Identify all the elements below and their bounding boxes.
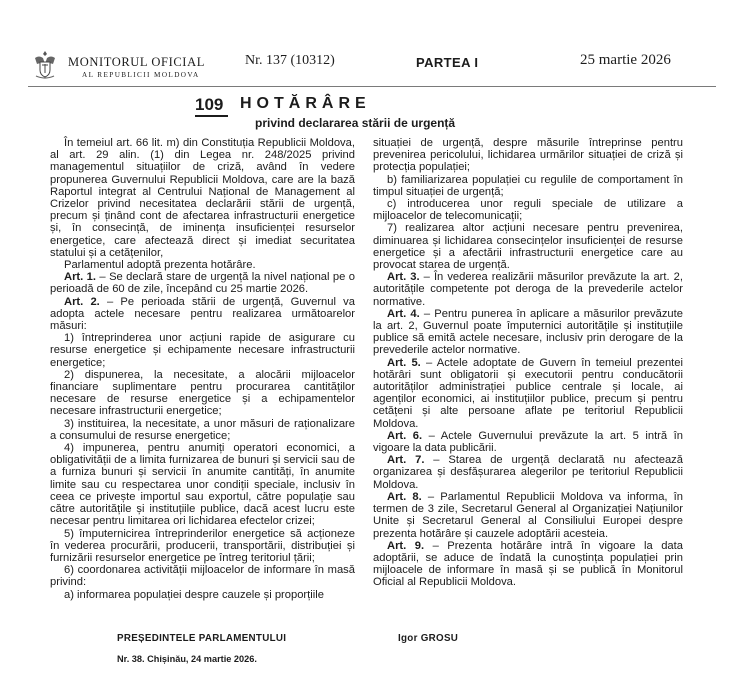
paragraph xyxy=(373,174,683,198)
signatory-name: Igor GROSU xyxy=(398,633,459,644)
paragraph-text: – Parlamentul Republicii Moldova va informa, în termen de 3 zile, Secretarul General al Organizației Națiunilor Unite și Secretarul General al Consiliului Europei despre prezenta hotărâre și cauzele adoptării acesteia. xyxy=(373,490,683,540)
paragraph-text: – Actele Guvernului prevăzute la art. 5 intră în vigoare la data publicării. xyxy=(373,429,683,455)
paragraph-text: – În vederea realizării măsurilor prevăzute la art. 2, autoritățile competente pot deroga de la prevederile actelor normative. xyxy=(373,271,683,308)
publication-subtitle: AL REPUBLICII MOLDOVA xyxy=(82,71,200,79)
paragraph-text: 7) realizarea altor acțiuni necesare pentru prevenirea, diminuarea și lichidarea consecințelor insuficienței de resurse energetice și a afectării infrastructurii energetice care au provocat starea de urgență. xyxy=(373,222,683,272)
paragraph-text: a) informarea populației despre cauzele și proporțiile xyxy=(64,588,324,601)
act-number: 109 xyxy=(195,95,224,114)
paragraph-text: 1) întreprinderea unor acțiuni rapide de asigurare cu resurse energetice și echipamente necesare infrastructurii energetice; xyxy=(50,332,355,369)
paragraph xyxy=(50,369,355,418)
paragraph xyxy=(50,332,355,369)
article-number: Art. 6. xyxy=(387,429,423,442)
paragraph xyxy=(373,271,683,308)
paragraph xyxy=(50,296,355,333)
paragraph-text: 4) impunerea, pentru anumiți operatori economici, a obligativității de a limita furnizarea de bunuri și servicii sau de a furniza bunuri și servicii în anumite cantități, în anumite limite sau cu respectarea unor condiții speciale, inclusiv în ceea ce privește importul sau exportul, către populație sau către autoritățile și instituțiile publice, dacă acest lucru este necesar pentru limitarea ori lichidarea efectelor crizei; xyxy=(50,442,355,528)
act-heading xyxy=(0,95,740,135)
place-and-date: Nr. 38. Chișinău, 24 martie 2026. xyxy=(117,654,257,664)
paragraph-text: – Prezenta hotărâre intră în vigoare la data adoptării, se aduce de îndată la cunoștința populației prin mijloacele de informare în masă și se publică în Monitorul Oficial al Republicii Moldova. xyxy=(373,539,683,589)
text-column-right xyxy=(373,137,683,589)
article-number: Art. 7. xyxy=(387,454,425,467)
paragraph xyxy=(50,589,355,601)
signatory-title: PREȘEDINTELE PARLAMENTULUI xyxy=(117,633,287,644)
act-number-underline xyxy=(195,115,228,117)
coat-of-arms-icon xyxy=(33,50,57,80)
paragraph xyxy=(373,491,683,540)
paragraph-text: 3) instituirea, la necesitate, a unor măsuri de raționalizare a consumului de resurse energetice; xyxy=(50,417,355,442)
paragraph-text: – Pe perioada stării de urgență, Guvernul va adopta actele necesare pentru realizarea următoarelor măsuri: xyxy=(50,295,355,333)
paragraph xyxy=(373,222,683,271)
paragraph xyxy=(373,540,683,589)
paragraph-text: situației de urgență, despre măsurile întreprinse pentru prevenirea pericolului, lichidarea urmărilor situației de criză și protecția populației; xyxy=(373,137,683,174)
paragraph xyxy=(50,442,355,527)
act-title: privind declararea stării de urgență xyxy=(255,116,456,130)
text-column-left xyxy=(50,137,355,601)
article-number: Art. 4. xyxy=(387,307,420,320)
paragraph xyxy=(373,137,683,174)
paragraph-text: – Starea de urgență declarată nu afectează organizarea și desfășurarea alegerilor pe teritoriul Republicii Moldova. xyxy=(373,454,683,491)
paragraph xyxy=(50,418,355,442)
paragraph xyxy=(50,564,355,588)
paragraph-text: – Pentru punerea în aplicare a măsurilor prevăzute la art. 2, Guvernul poate împuternici autoritățile și instituțiile publice să emită actele necesare, inclusiv prin derogare de la prevederile actelor normative. xyxy=(373,307,683,357)
paragraph-text: 5) împuternicirea întreprinderilor energetice să acționeze în vederea procurării, producerii, transportării, distribuției și furnizării resurselor energetice pe întreg teritoriul țării; xyxy=(50,527,355,564)
publication-title: MONITORUL OFICIAL xyxy=(68,55,205,69)
article-number: Art. 3. xyxy=(387,271,420,284)
paragraph-text: În temeiul art. 66 lit. m) din Constituția Republicii Moldova, al art. 29 alin. (1) din Legea nr. 248/2025 privind managementul situațiilor de criză, având în vedere propunerea Guvernului Republicii Moldova, care are la bază Raportul integrat al Centrului Național de Management al Crizelor privind necesitatea declarării stării de urgență, precum și ținând cont de afectarea infrastructurii energetice și, în consecință, de iminența insuficienței resurselor energetice, care afectează direct și imediat securitatea statului și a cetățenilor, xyxy=(50,137,355,259)
paragraph-text: 2) dispunerea, la necesitate, a alocării mijloacelor financiare suplimentare pentru procurarea cantităților necesare de resurse energetice și a echipamentelor necesare infrastructurii energetice; xyxy=(50,368,355,418)
paragraph-text: b) familiarizarea populației cu regulile de comportament în timpul situației de urgență; xyxy=(373,173,683,198)
part-label: PARTEA I xyxy=(416,55,479,70)
header-divider xyxy=(28,86,716,87)
paragraph xyxy=(373,308,683,357)
paragraph-text: c) introducerea unor reguli speciale de utilizare a mijloacelor de telecomunicații; xyxy=(373,198,683,223)
article-number: Art. 1. xyxy=(64,271,97,284)
paragraph xyxy=(50,137,355,259)
article-number: Art. 8. xyxy=(387,490,422,503)
paragraph-text: – Se declară stare de urgență la nivel național pe o perioadă de 60 de zile, începând cu 25 martie 2026. xyxy=(50,271,355,296)
paragraph-text: Parlamentul adoptă prezenta hotărâre. xyxy=(64,259,256,272)
article-number: Art. 9. xyxy=(387,539,425,552)
paragraph xyxy=(50,271,355,295)
issue-date: 25 martie 2026 xyxy=(580,52,671,68)
article-number: Art. 2. xyxy=(64,295,100,308)
paragraph xyxy=(373,454,683,491)
paragraph-text: – Actele adoptate de Guvern în temeiul prezentei hotărâri sunt obligatorii și executorii pentru conducătorii autorităților administrației publice centrale și locale, ai agenților economici, ai instituțiilor publice, precum și pentru cetățeni și alte persoane aflate pe teritoriul Republicii Moldova. xyxy=(373,356,683,430)
paragraph xyxy=(373,430,683,454)
paragraph xyxy=(50,528,355,565)
paragraph xyxy=(373,198,683,222)
paragraph xyxy=(50,259,355,271)
paragraph xyxy=(373,357,683,430)
issue-number: Nr. 137 (10312) xyxy=(245,53,335,68)
act-type: HOTĂRÂRE xyxy=(240,95,371,112)
article-number: Art. 5. xyxy=(387,356,421,369)
paragraph-text: 6) coordonarea activității mijloacelor de informare în masă privind: xyxy=(50,564,355,589)
newspaper-header xyxy=(0,0,740,80)
